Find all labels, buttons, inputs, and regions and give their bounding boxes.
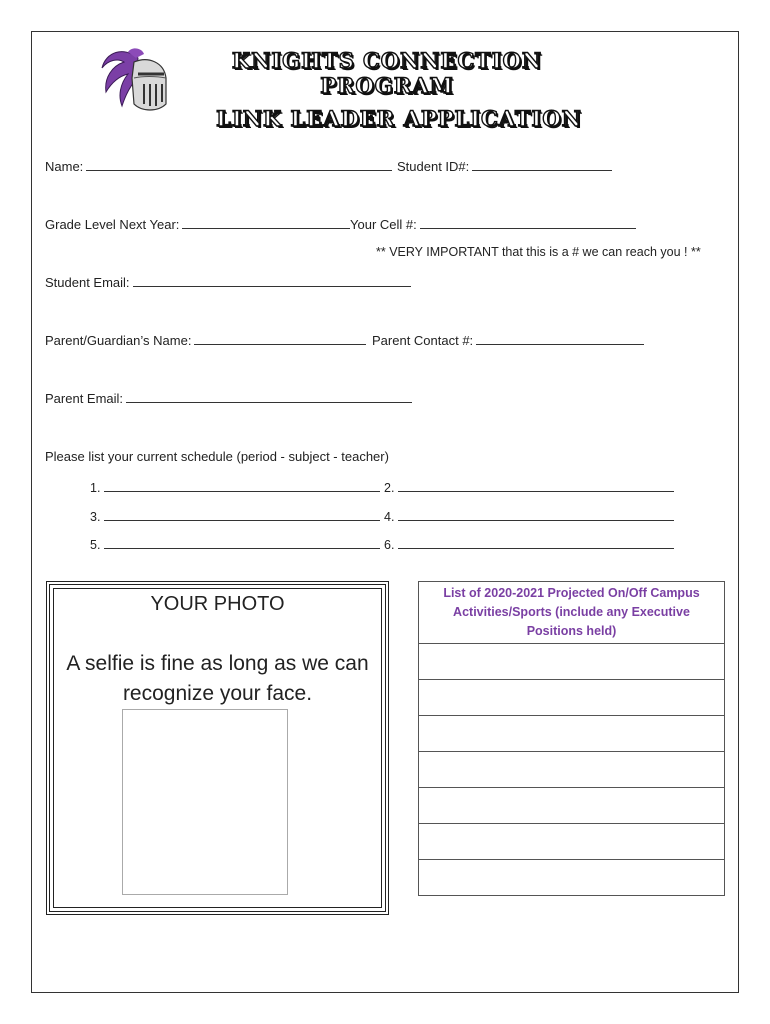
parent-name-line[interactable]: [194, 332, 366, 345]
schedule-item-1[interactable]: [90, 480, 383, 495]
schedule-prompt: Please list your current schedule (period - subject - teacher): [45, 449, 389, 464]
photo-heading: YOUR PHOTO: [150, 593, 285, 615]
student-email-line[interactable]: [133, 274, 411, 287]
cell-line[interactable]: [420, 216, 636, 229]
photo-box: [46, 581, 389, 915]
grade-level-field[interactable]: [45, 216, 350, 232]
name-field[interactable]: [45, 158, 392, 174]
student-email-field[interactable]: [45, 274, 411, 290]
parent-name-field[interactable]: [45, 332, 366, 348]
student-id-line[interactable]: [472, 158, 612, 171]
parent-email-label: Parent Email:: [45, 391, 124, 406]
name-line[interactable]: [86, 158, 392, 171]
photo-upload-frame[interactable]: [122, 709, 288, 895]
schedule-line[interactable]: [398, 480, 674, 492]
grade-level-line[interactable]: [182, 216, 350, 229]
knight-helmet-icon: [98, 44, 176, 116]
schedule-item-6[interactable]: [384, 537, 677, 552]
schedule-line[interactable]: [104, 537, 380, 549]
parent-contact-line[interactable]: [476, 332, 644, 345]
schedule-number: 6.: [384, 538, 395, 552]
photo-instructions: A selfie is fine as long as we can recognize your face.: [66, 652, 369, 705]
schedule-number: 2.: [384, 481, 395, 495]
schedule-number: 1.: [90, 481, 101, 495]
schedule-line[interactable]: [104, 480, 380, 492]
schedule-item-5[interactable]: [90, 537, 383, 552]
student-id-field[interactable]: [397, 158, 612, 174]
schedule-number: 4.: [384, 510, 395, 524]
form-title: [177, 48, 597, 131]
schedule-number: 5.: [90, 538, 101, 552]
cell-field[interactable]: [350, 216, 636, 232]
activity-row[interactable]: [419, 644, 725, 680]
schedule-line[interactable]: [104, 509, 380, 521]
activity-row[interactable]: [419, 860, 725, 896]
activity-row[interactable]: [419, 752, 725, 788]
schedule-item-3[interactable]: [90, 509, 383, 524]
parent-contact-label: Parent Contact #:: [372, 333, 474, 348]
parent-contact-field[interactable]: [372, 332, 644, 348]
schedule-line[interactable]: [398, 509, 674, 521]
activity-row[interactable]: [419, 824, 725, 860]
student-id-label: Student ID#:: [397, 159, 470, 174]
parent-email-field[interactable]: [45, 390, 412, 406]
parent-name-label: Parent/Guardian’s Name:: [45, 333, 192, 348]
application-page: [31, 31, 739, 993]
grade-level-label: Grade Level Next Year:: [45, 217, 180, 232]
activity-row[interactable]: [419, 788, 725, 824]
activities-table: [418, 581, 725, 896]
name-label: Name:: [45, 159, 84, 174]
cell-note: ** VERY IMPORTANT that this is a # we can reach you ! **: [376, 245, 701, 259]
activity-row[interactable]: [419, 716, 725, 752]
parent-email-line[interactable]: [126, 390, 412, 403]
activity-row[interactable]: [419, 680, 725, 716]
activities-heading: List of 2020-2021 Projected On/Off Campus Activities/Sports (include any Executive Positions held): [419, 582, 725, 644]
cell-label: Your Cell #:: [350, 217, 417, 232]
schedule-item-4[interactable]: [384, 509, 677, 524]
schedule-item-2[interactable]: [384, 480, 677, 495]
schedule-line[interactable]: [398, 537, 674, 549]
student-email-label: Student Email:: [45, 275, 130, 290]
title-line-2: LINK LEADER APPLICATION: [216, 106, 582, 131]
schedule-number: 3.: [90, 510, 101, 524]
title-line-1: KNIGHTS CONNECTION PROGRAM: [231, 48, 543, 98]
